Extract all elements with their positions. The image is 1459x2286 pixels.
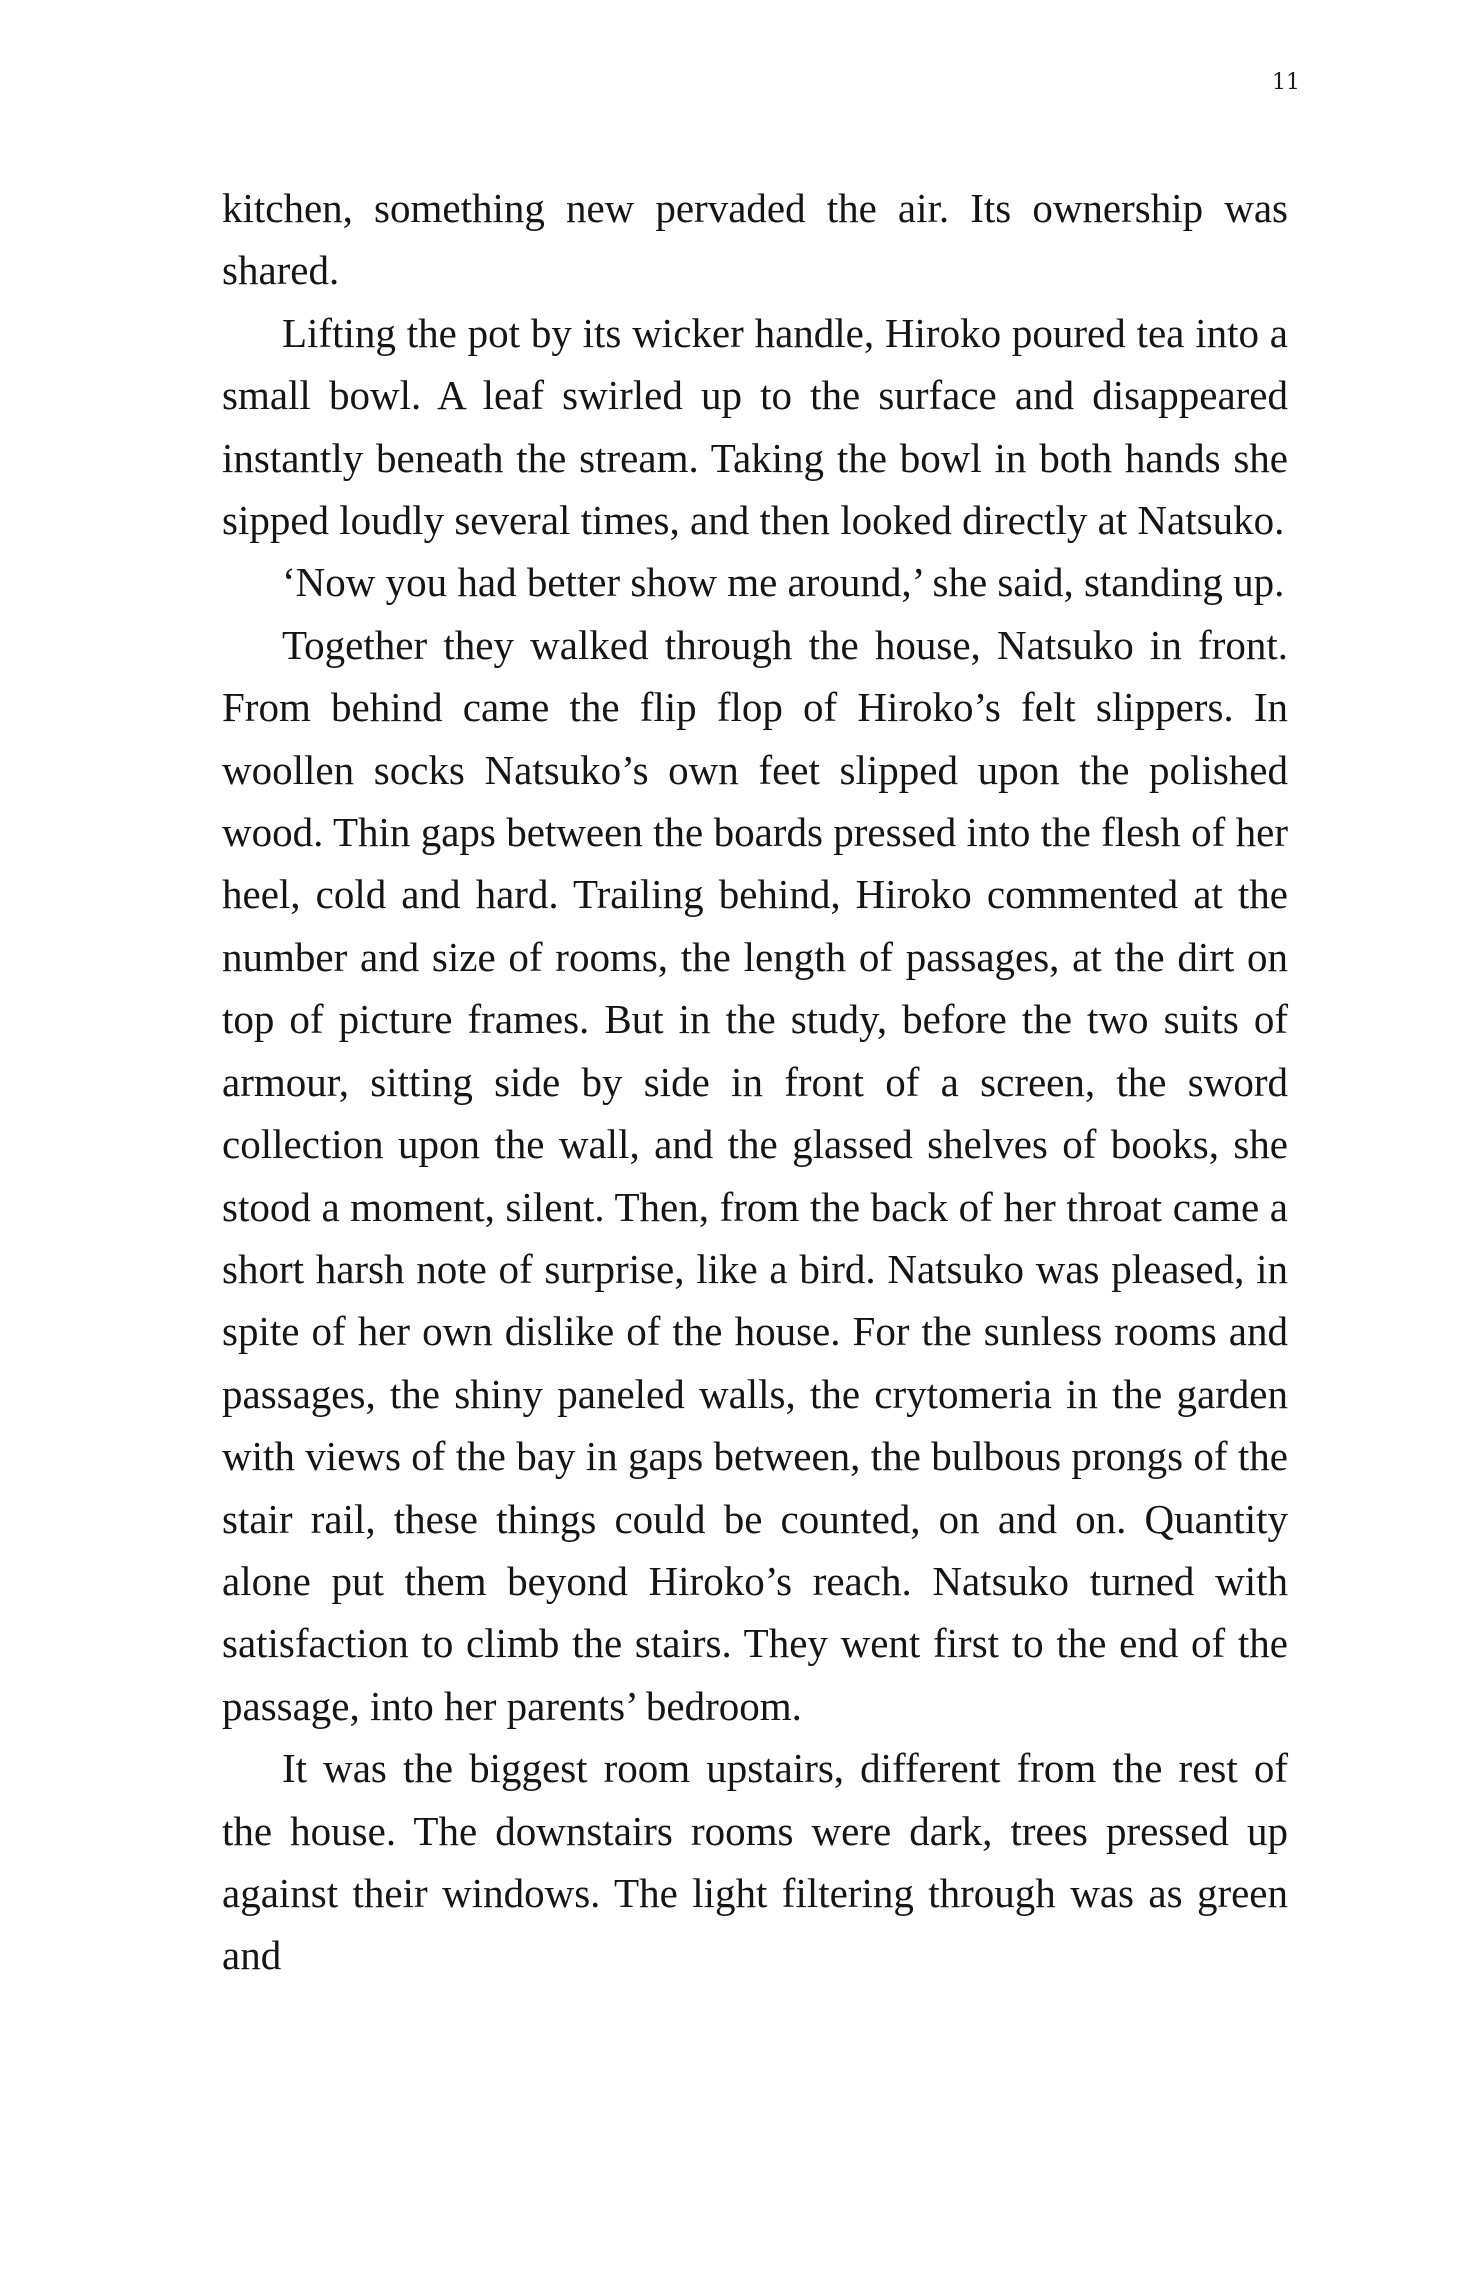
paragraph-2: Lifting the pot by its wicker handle, Hiroko poured tea into a small bowl. A leaf swirled up to the surface and disappeared instantly beneath the stream. Taking the bowl in both hands she sipped loudly several times, and then looked directly at Natsuko. (222, 309, 1288, 544)
page-number: 11 (1272, 70, 1300, 95)
body-text (222, 177, 1288, 1987)
paragraph-3: ‘Now you had better show me around,’ she said, standing up. (282, 559, 1285, 606)
paragraph-5: It was the biggest room upstairs, different from the rest of the house. The downstairs rooms were dark, trees pressed up against their windows. The light filtering through was as green and (222, 1745, 1288, 1979)
paragraph-1: kitchen, something new pervaded the air. Its ownership was shared. (222, 185, 1288, 294)
paragraph-4: Together they walked through the house, Natsuko in front. From behind came the flip flop of Hiroko’s felt slippers. In woollen socks Natsuko’s own feet slipped upon the polished wood. Thin gaps between the boards pressed into the flesh of her heel, cold and hard. Trailing behind, Hiroko commented at the number and size of rooms, the length of passages, at the dirt on top of picture frames. But in the study, before the two suits of armour, sitting side by side in front of a screen, the sword collection upon the wall, and the glassed shelves of books, she stood a moment, silent. Then, from the back of her throat came a short harsh note of surprise, like a bird. Natsuko was pleased, in spite of her own dislike of the house. For the sunless rooms and passages, the shiny paneled walls, the crytomeria in the garden with views of the bay in gaps between, the bulbous prongs of the stair rail, these things could be counted, on and on. Quantity alone put them beyond Hiroko’s reach. Natsuko turned with satisfaction to climb the stairs. They went first to the end of the passage, into her parents’ bedroom. (222, 621, 1288, 1729)
